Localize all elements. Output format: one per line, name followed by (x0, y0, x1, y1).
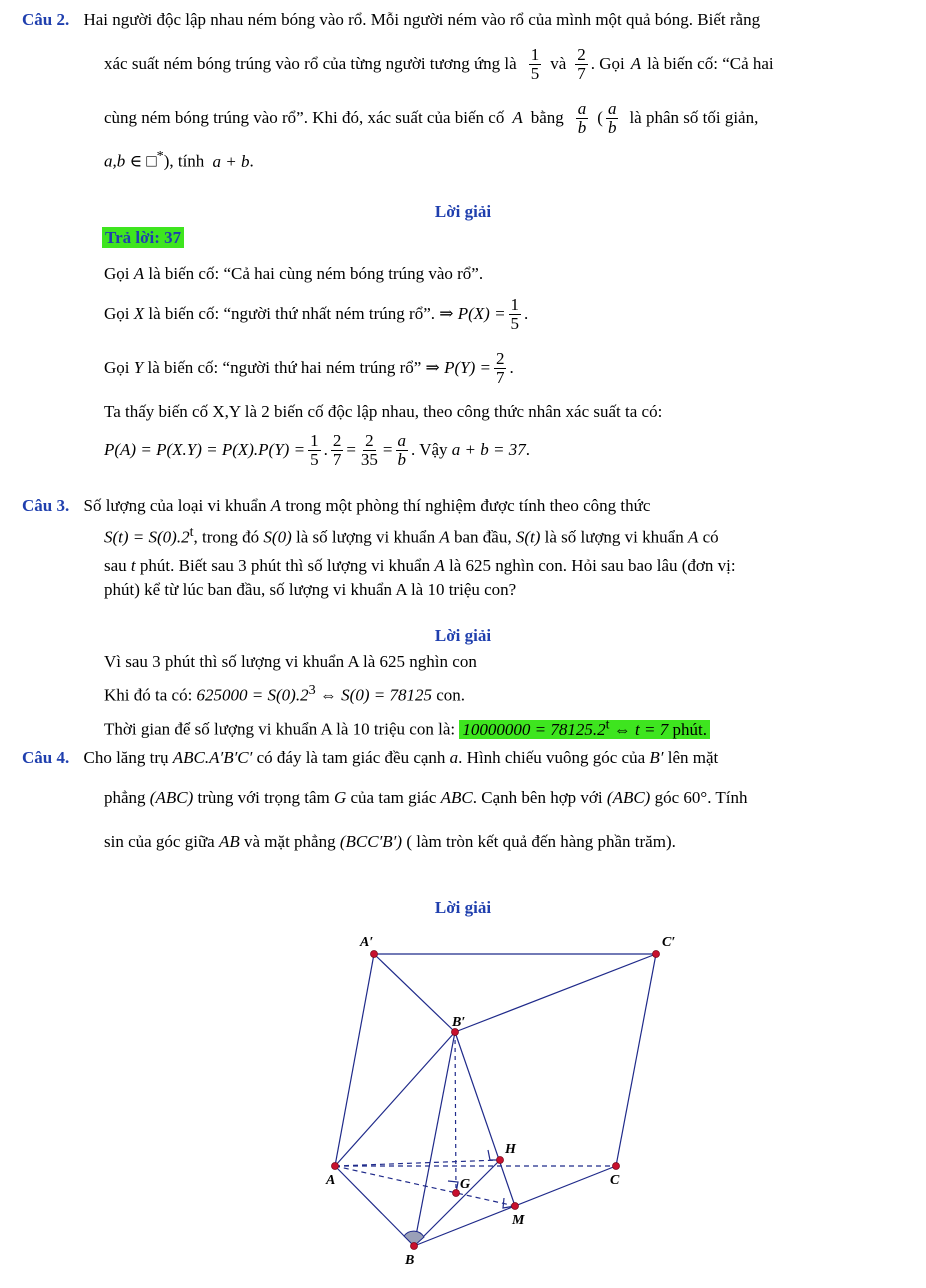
solution-2-line-4: Ta thấy biến cố X,Y là 2 biến cố độc lập nhau, theo công thức nhân xác suất ta có: (104, 402, 663, 421)
question-4-label: Câu 4. (22, 748, 70, 767)
label-B: B (405, 1253, 415, 1268)
fraction-a-b: $\frac{a}{b}$ (577, 98, 587, 137)
question-3-line-3: sau t phút. Biết sau 3 phút thì số lượng vi khuẩn A là 625 nghìn con. Hỏi sau bao lâu (đơn vị: (104, 556, 736, 575)
question-3-label: Câu 3. (22, 496, 70, 515)
solution-2-line-5: P(A) = P(X.Y) = P(X).P(Y) = $\frac{1}{5}$ . $\frac{2}{7}$ = $\frac{2}{35}$ = $\frac{a}{b}$ . Vậy a + b = 37 . (104, 430, 530, 469)
label-H: H (505, 1142, 516, 1157)
answer-badge: Trả lời: 37 (102, 228, 184, 248)
label-A: A (326, 1173, 336, 1188)
fraction-a-b-2: $\frac{a}{b}$ (607, 98, 617, 137)
solution-4-title: Lời giải (434, 898, 492, 917)
solution-2-line-2: Gọi X là biến cố: “người thứ nhất ném trúng rổ”. ⇒ P(X) = $\frac{1}{5}$ . (104, 294, 529, 333)
label-C: C (610, 1173, 620, 1188)
solution-2-title: Lời giải (434, 202, 492, 221)
solution-2-line-3: Gọi Y là biến cố: “người thứ hai ném trúng rổ” ⇒ P(Y) = $\frac{2}{7}$ . (104, 348, 514, 387)
question-2-label: Câu 2. (22, 10, 70, 29)
solution-2-line-1: Gọi A là biến cố: “Cả hai cùng ném bóng trúng vào rổ”. (104, 264, 484, 283)
label-G: G (460, 1177, 471, 1192)
label-C-prime: C′ (662, 935, 676, 950)
label-B-prime: B′ (452, 1015, 466, 1030)
question-2-line-2: xác suất ném bóng trúng vào rổ của từng người tương ứng là $\frac{1}{5}$ và $\frac{2}{7}$ . Gọi A là biến cố: “Cả hai (104, 44, 774, 83)
solution-3-title: Lời giải (434, 626, 492, 645)
question-3-line-1: Câu 3. Số lượng của loại vi khuẩn A trong một phòng thí nghiệm được tính theo công thức (22, 496, 651, 515)
question-4-line-3: sin của góc giữa AB và mặt phẳng (BCC′B′) ( làm tròn kết quả đến hàng phần trăm). (104, 832, 676, 851)
question-2-line-4: a,b ∈ □*), tính a + b. (104, 148, 254, 171)
question-3-line-2: $S(t) = S(0).2^t$, trong đó S(0) là số lượng vi khuẩn A ban đầu, S(t) là số lượng vi khuẩn A có (104, 524, 719, 547)
question-4-line-1: Câu 4. Cho lăng trụ ABC.A′B′C′ có đáy là tam giác đều cạnh a. Hình chiếu vuông góc của B′ lên mặt (22, 748, 719, 767)
question-4-line-2: phẳng (ABC) trùng với trọng tâm G của tam giác ABC. Cạnh bên hợp với (ABC) góc 60°. Tính (104, 788, 748, 807)
solution-3-line-1: Vì sau 3 phút thì số lượng vi khuẩn A là 625 nghìn con (104, 652, 477, 671)
question-2-line-3: cùng ném bóng trúng vào rổ”. Khi đó, xác suất của biến cố A bằng $\frac{a}{b}$ ( $\frac{a}{b}$ là phân số tối giản, (104, 98, 759, 137)
solution-3-line-3: Thời gian để số lượng vi khuẩn A là 10 triệu con là: $10000000 = 78125.2^t$ ⇔ t = 7 phút. (104, 716, 710, 740)
label-M: M (512, 1213, 525, 1228)
highlighted-result: $10000000 = 78125.2^t$ ⇔ t = 7 phút. (459, 720, 710, 739)
solution-3-line-2: Khi đó ta có: $625000 = S(0).2^3$ ⇔ S(0) = 78125 con. (104, 682, 466, 705)
fraction-1-5: $\frac{1}{5}$ (530, 44, 540, 83)
fraction-2-7: $\frac{2}{7}$ (577, 44, 586, 83)
label-A-prime: A′ (360, 935, 374, 950)
question-2-line-1: Câu 2. Hai người độc lập nhau ném bóng vào rổ. Mỗi người ném vào rổ của mình một quả bóng. Biết rằng (22, 10, 761, 29)
question-3-line-4: phút) kể từ lúc ban đầu, số lượng vi khuẩn A là 10 triệu con? (104, 580, 517, 599)
